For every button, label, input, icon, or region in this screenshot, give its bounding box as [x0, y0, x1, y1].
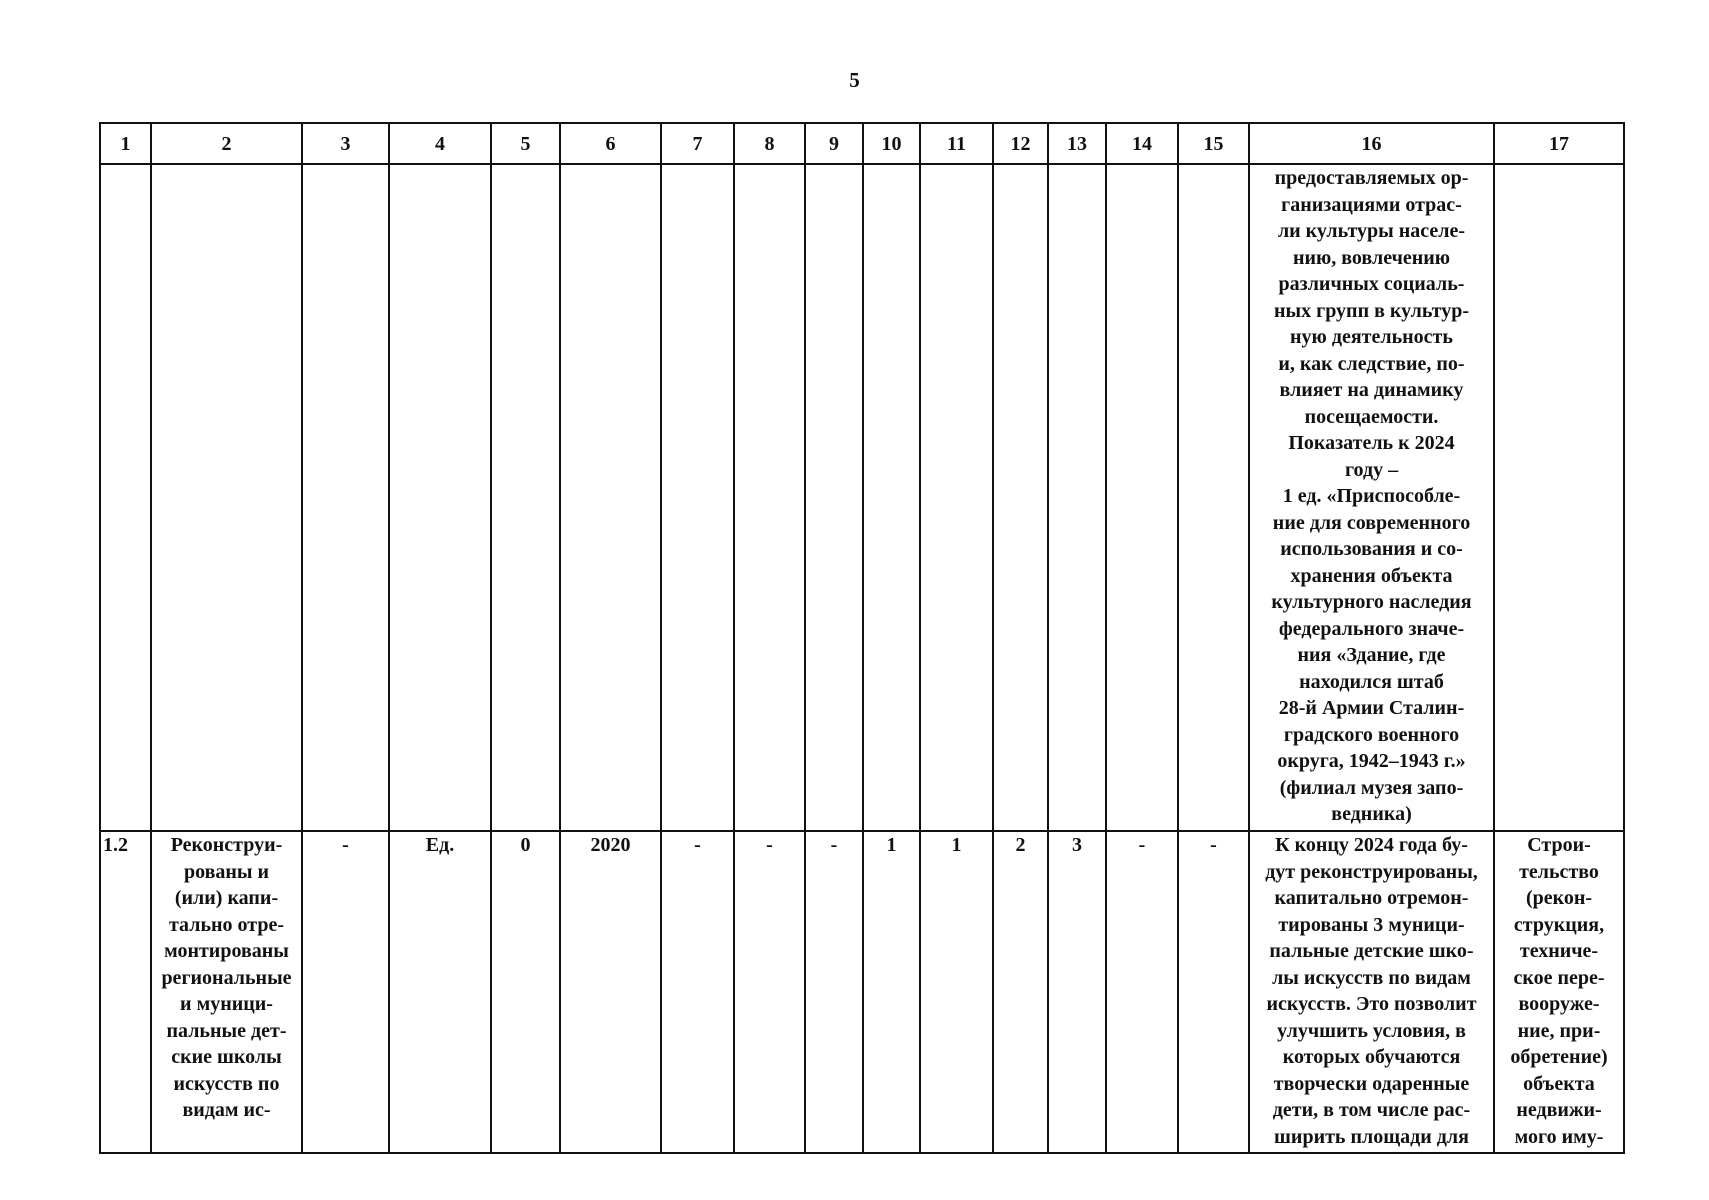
cell-row1-col10 [863, 164, 920, 831]
column-number-10: 10 [863, 123, 920, 164]
cell-row1-col3 [302, 164, 389, 831]
cell-row2-col4: Ед. [389, 831, 491, 1153]
cell-row1-col2 [151, 164, 302, 831]
cell-row1-col13 [1048, 164, 1106, 831]
cell-row1-col6 [560, 164, 661, 831]
cell-row2-col7: - [661, 831, 734, 1153]
cell-row2-col3: - [302, 831, 389, 1153]
cell-row2-col15: - [1178, 831, 1249, 1153]
column-number-9: 9 [805, 123, 863, 164]
cell-row2-col14: - [1106, 831, 1178, 1153]
column-number-15: 15 [1178, 123, 1249, 164]
cell-row1-col11 [920, 164, 993, 831]
page-number: 5 [849, 68, 860, 92]
column-number-4: 4 [389, 123, 491, 164]
cell-row1-col7 [661, 164, 734, 831]
column-number-2: 2 [151, 123, 302, 164]
cell-row2-col2: Реконструи- рованы и (или) капи- тально отре- монтированы региональные и муници- пальные дет- ские школы искусств по видам ис- [151, 831, 302, 1153]
column-number-16: 16 [1249, 123, 1494, 164]
cell-row1-col1 [100, 164, 151, 831]
cell-row1-col15 [1178, 164, 1249, 831]
column-number-8: 8 [734, 123, 805, 164]
cell-row1-col9 [805, 164, 863, 831]
cell-row2-col9: - [805, 831, 863, 1153]
indicator-table [99, 122, 1625, 1154]
cell-row2-col8: - [734, 831, 805, 1153]
column-number-13: 13 [1048, 123, 1106, 164]
column-number-5: 5 [491, 123, 560, 164]
cell-row1-col17 [1494, 164, 1624, 831]
column-number-17: 17 [1494, 123, 1624, 164]
cell-row1-col4 [389, 164, 491, 831]
column-number-6: 6 [560, 123, 661, 164]
column-number-3: 3 [302, 123, 389, 164]
cell-row2-col5: 0 [491, 831, 560, 1153]
table-row [100, 164, 1624, 831]
column-number-11: 11 [920, 123, 993, 164]
column-number-7: 7 [661, 123, 734, 164]
cell-row2-col17: Строи- тельство (рекон- струкция, техниче- ское пере- вооруже- ние, при- обретение) объекта недвижи- мого иму- [1494, 831, 1624, 1153]
cell-row1-col12 [993, 164, 1048, 831]
cell-row1-col5 [491, 164, 560, 831]
column-number-12: 12 [993, 123, 1048, 164]
cell-row2-col13: 3 [1048, 831, 1106, 1153]
cell-row2-col10: 1 [863, 831, 920, 1153]
cell-row2-col16: К концу 2024 года бу- дут реконструированы, капитально отремон- тированы 3 муници- пальные детские шко- лы искусств по видам искусств. Это позволит улучшить условия, в которых обучаются творчески одаренные дети, в том числе рас- ширить площади для [1249, 831, 1494, 1153]
table-row [100, 831, 1624, 1153]
cell-row2-col11: 1 [920, 831, 993, 1153]
cell-row1-col16: предоставляемых ор- ганизациями отрас- ли культуры населе- нию, вовлечению различных социаль- ных групп в культур- ную деятельность и, как следствие, по- влияет на динамику посещаемости. Показатель к 2024 году – 1 ед. «Приспособле- ние для современного использования и со- хранения объекта культурного наследия федерального значе- ния «Здание, где находился штаб 28-й Армии Сталин- градского военного округа, 1942–1943 г.» (филиал музея запо- ведника) [1249, 164, 1494, 831]
cell-row2-col6: 2020 [560, 831, 661, 1153]
column-number-14: 14 [1106, 123, 1178, 164]
cell-row2-col1: 1.2 [100, 831, 151, 1153]
cell-row2-col12: 2 [993, 831, 1048, 1153]
column-number-1: 1 [100, 123, 151, 164]
cell-row1-col14 [1106, 164, 1178, 831]
cell-row1-col8 [734, 164, 805, 831]
table-header-row [100, 123, 1624, 164]
